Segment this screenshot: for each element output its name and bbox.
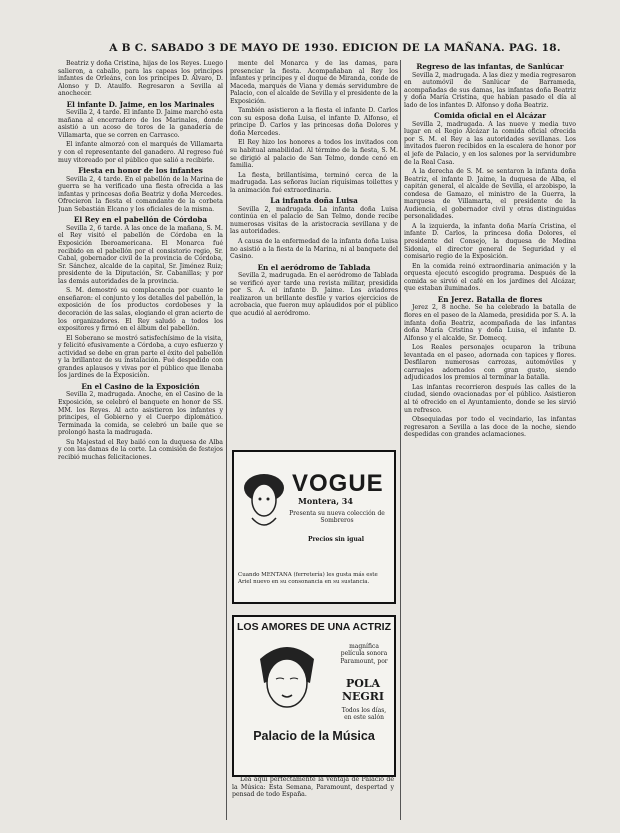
paragraph: Lea aquí perfectamente la ventaja de Palacio de la Música: Esta Semana, Paramount, despertad y pensad de todo España. [232, 776, 394, 799]
paragraph: Sevilla 2, madrugada. A las nueve y media tuvo lugar en el Regio Alcázar la comida oficial ofrecida por S. M. el Rey a las autoridades sevillanas. Los invitados fueron recibidos en la escalera de honor por el jefe de Palacio, y en los salones por la servidumbre de la Real Casa. [404, 120, 576, 166]
paragraph: Los Reales personajes ocuparon la tribuna levantada en el paseo, adornada con tapices y flores. Desfilaron numerosas carrozas, automóviles y carruajes adornados con gran gusto, siendo adjudicados los premios al terminar la batalla. [404, 344, 576, 382]
paragraph: Obsequiadas por todo el vecindario, las infantas regresaron a Sevilla a las doce de la noche, siendo despedidas con grandes aclamaciones. [404, 416, 576, 439]
vogue-bottom-text: Cuando MENTANA (ferretería) les gusta más este Ariel nuevo en su consonancia en su sustancia. [238, 572, 378, 585]
hat-illustration-icon [242, 466, 286, 532]
paragraph: El Soberano se mostró satisfechísimo de la visita, y felicitó efusivamente a Córdoba, a cuyo esfuerzo y actividad se debe en gran parte el éxito del pabellón y la brillantez de su instalación. Fué despedido con grandes aplausos y vivas por el público que llenaba los jardines de la Exposición. [58, 334, 223, 380]
headline: En el aeródromo de Tablada [257, 262, 371, 272]
paragraph: Sevilla 2, 4 tarde. En el pabellón de la Marina de guerra se ha verificado una fiesta ofrecida a las infantas y princesas doña Beatriz y doña Mercedes. Ofrecieron la fiesta el comandante de la corbeta Juan Sebastián Elcano y los oficiales de la misma. [58, 175, 223, 213]
paragraph: En la comida reinó extraordinaria animación y la orquesta ejecutó escogido programa. Después de la comida se sirvió el café en los jardines del Alcázar, que estaban iluminados. [404, 262, 576, 293]
paragraph: Beatriz y doña Cristina, hijas de los Reyes. Luego salieron, a caballo, para las capeas los principes infantes de Orleáns, con los principes D. Alvaro, D. Alonso y D. Ataulfo. Regresaron a Sevilla al anochecer. [58, 60, 223, 98]
film-schedule: Todos los días, en este salón [341, 707, 387, 722]
actress-portrait-icon [240, 639, 334, 717]
paragraph: El infante almorzó con el marqués de Villamarta y con el representante del ganadero. Al regreso fué muy vitoreado por el público que salió a recibirle. [58, 141, 223, 164]
paragraph: S. M. demostró su complacencia por cuanto le enseñaron: el conjunto y los detalles del pabellón, la exposición de los productos cordobeses y la decoración de las salas, elogiando el gran acierto de los organizadores. El Rey saludó a todos los expositores y firmó en el álbum del pabellón. [58, 287, 223, 333]
paragraph: La fiesta, brillantísima, terminó cerca de la madrugada. Las señoras lucían riquísimas toilettes y la animación fué extraordinaria. [230, 171, 398, 194]
paragraph: Sevilla 2, madrugada. A las diez y media regresaron en automóvil de Sanlúcar de Barrameda, acompañadas de sus damas, las infantas doña Beatriz y doña María Cristina, que habían pasado el día al lado de los infantes D. Alfonso y doña Beatriz. [404, 71, 576, 109]
paragraph: El Rey hizo los honores a todos los invitados con su habitual amabilidad. Al término de la fiesta, S. M. se dirigió al palacio de San Telmo, donde cenó en familia. [230, 139, 398, 170]
vogue-tagline: Presenta su nueva colección de Sombreros [289, 510, 385, 524]
paragraph: También asistieron a la fiesta el infante D. Carlos con su esposa doña Luisa, el infante D. Alfonso, el principe D. Carlos y las princesas doña Dolores y doña Mercedes. [230, 107, 398, 137]
column-right [404, 60, 576, 822]
headline: En Jerez. Batalla de flores [437, 294, 543, 304]
paragraph: A la derecha de S. M. se sentaron la infanta doña Beatriz, el infante D. Jaime, la duquesa de Alba, el capitán general, el alcalde de Sevilla, el arzobispo, la condesa de Gamazo, el ministro de la Guerra, la marquesa de Villamarta, el presidente de la Audiencia, el gobernador civil y otras distinguidas personalidades. [404, 168, 576, 221]
vogue-advertisement [232, 450, 396, 604]
paragraph: Sevilla 2, madrugada. Anoche, en el Casino de la Exposición, se celebró el banquete en honor de SS. MM. los Reyes. Al acto asistieron los infantes y principes, el Gobierno y el Cuerpo diplomático. Terminada la comida, se celebró un baile que se prolongó hasta la madrugada. [58, 391, 223, 437]
column-middle [230, 60, 398, 445]
column-rule [400, 60, 401, 820]
headline: Fiesta en honor de los infantes [78, 166, 203, 176]
vogue-logo: VOGUE [292, 470, 384, 497]
paragraph: Jerez 2, 8 noche. Se ha celebrado la batalla de flores en el paseo de la Alameda, presidida por S. A. la infanta doña Beatriz, acompañada de las infantas doña María Cristina y doña Luisa, el infante D. Alfonso y el alcalde, Sr. Domecq. [404, 304, 576, 342]
column-left [58, 60, 223, 822]
paragraph: A la izquierda, la infanta doña María Cristina, el infante D. Carlos, la princesa doña Dolores, el presidente del Consejo, la duquesa de Medina Sidonia, el director general de Seguridad y el comisario regio de la Exposición. [404, 222, 576, 261]
headline: Regreso de las infantas, de Sanlúcar [416, 62, 564, 71]
pola-negri-advertisement [232, 615, 396, 777]
actress-name: POLA NEGRI [341, 677, 385, 703]
page-header: A B C. SABADO 3 DE MAYO DE 1930. EDICION DE LA MAÑANA. PAG. 18. [109, 42, 561, 54]
headline: El infante D. Jaime, en los Marinales [66, 99, 215, 109]
paragraph: Las infantas recorrieron después las calles de la ciudad, siendo ovacionadas por el público. Asistieron al té ofrecido en el Ayuntamiento, donde se les sirvió un refresco. [404, 383, 576, 414]
paragraph: Su Majestad el Rey bailó con la duquesa de Alba y con las damas de la corte. La comisión de festejos recibió muchas felicitaciones. [58, 438, 223, 461]
vogue-address: Montera, 34 [298, 496, 353, 506]
paragraph: Sevilla 2, 4 tarde. El infante D. Jaime marchó esta mañana al encerradero de los Marinales, donde asistió a un acoso de toros de la ganadería de Villamarta, que se corren en Carrasco. [58, 109, 223, 139]
headline: La infanta doña Luisa [270, 196, 358, 206]
paragraph: Sevilla 2, madrugada. En el aeródromo de Tablada se verificó ayer tarde una revista militar, presidida por S. A. el infante D. Jaime. Los aviadores realizaron un brillante desfile y varios ejercicios de acrobacia, que fueron muy aplaudidos por el público que acudió al aeródromo. [230, 272, 398, 317]
column-middle-bottom [232, 776, 394, 822]
vogue-price: Precios sin igual [307, 536, 364, 543]
film-description: magnífica película sonora Paramount, por [340, 643, 388, 665]
paragraph: A causa de la enfermedad de la infanta doña Luisa no asistió a la fiesta de la Marina, ni al banquete del Casino. [230, 238, 398, 261]
headline: Comida oficial en el Alcázar [433, 111, 547, 121]
paragraph: mente del Monarca y de las damas, para presenciar la fiesta. Acompañaban al Rey los infantes y principes y el duque de Miranda, conde de Maceda, marqués de Viana y demás servidumbre de Palacio, con el alcalde de Sevilla y el presidente de la Exposición. [230, 60, 398, 105]
headline: En el Casino de la Exposición [81, 381, 200, 391]
headline: El Rey en el pabellón de Córdoba [73, 215, 208, 225]
theater-name: Palacio de la Música [253, 729, 375, 743]
column-rule [226, 60, 227, 820]
paragraph: Sevilla 2, madrugada. La infanta doña Luisa continúa en el palacio de San Telmo, donde recibe numerosas visitas de la aristocracia sevillana y de las autoridades. [230, 205, 398, 236]
paragraph: Sevilla 2, 6 tarde. A las once de la mañana, S. M. el Rey visitó el pabellón de Córdoba en la Exposición Iberoamericana. El Monarca fué recibido en el pabellón por el consistorio regio, Sr. Cabal, gobernador civil de la provincia de Córdoba, Sr. Sánchez, alcalde de la capital, Sr. Jiménez Ruiz; presidente de la Diputación, Sr. Cabanillas; y por las demás autoridades de la provincia. [58, 224, 223, 285]
film-title: LOS AMORES DE UNA ACTRIZ [237, 621, 391, 633]
